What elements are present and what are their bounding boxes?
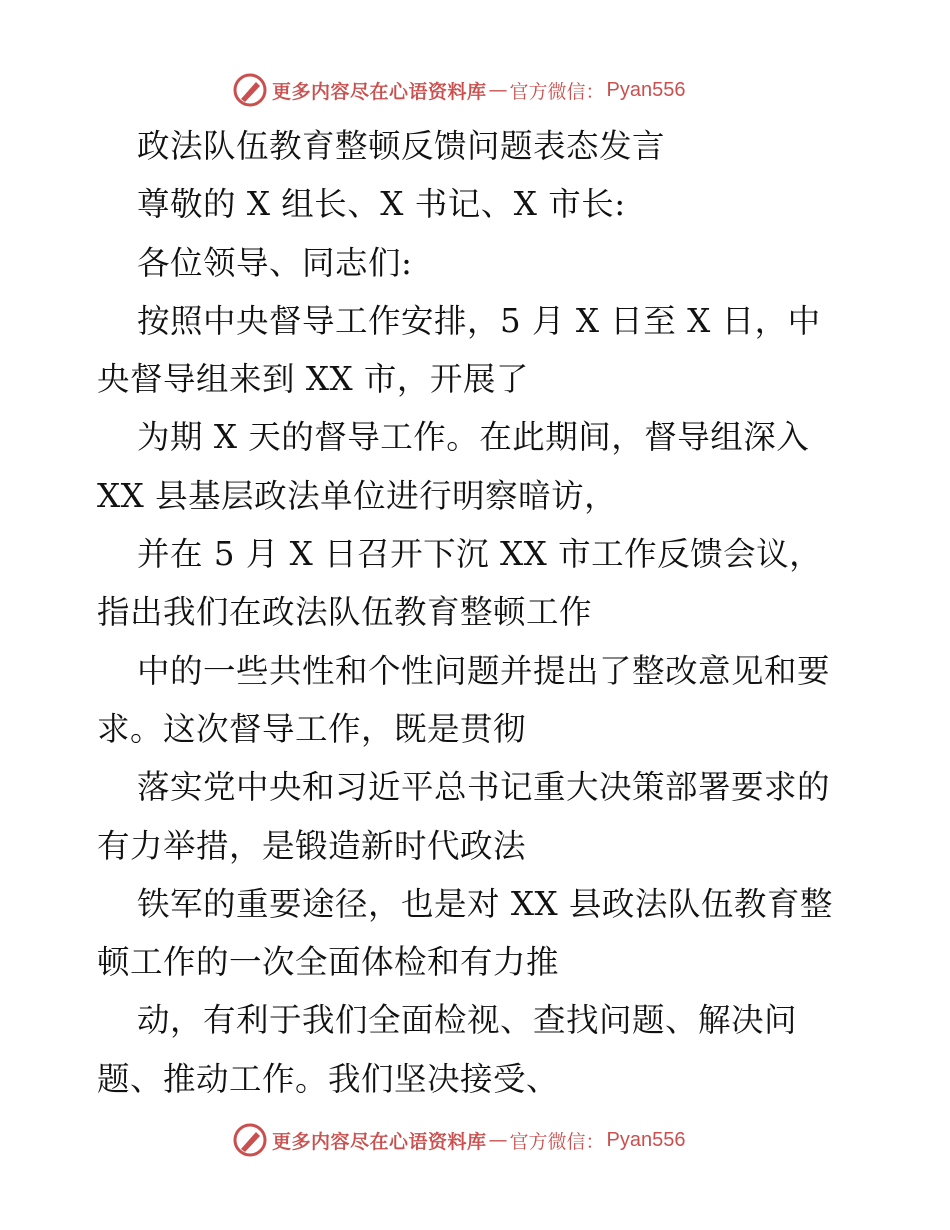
red-pen-circle-logo-icon: [232, 72, 268, 108]
header-slogan: 更多内容尽在心语资料库: [272, 80, 487, 103]
header-banner: [232, 70, 686, 110]
body-line: 央督导组来到 XX 市，开展了: [97, 360, 529, 399]
body-line: 动，有利于我们全面检视、查找问题、解决问: [137, 1001, 798, 1040]
footer-official-label: 官方微信：: [509, 1130, 605, 1153]
header-wechat-id: Pyan556: [606, 78, 686, 101]
footer-separator: —: [488, 1129, 508, 1151]
body-line: 铁军的重要途径，也是对 XX 县政法队伍教育整: [137, 884, 833, 923]
body-line: 求。这次督导工作，既是贯彻: [97, 709, 527, 748]
body-line: 题、推动工作。我们坚决接受、: [97, 1059, 560, 1098]
red-pen-circle-logo-icon: [232, 1122, 268, 1158]
header-official-label: 官方微信：: [509, 80, 605, 103]
footer-banner: [232, 1120, 686, 1160]
footer-slogan: 更多内容尽在心语资料库: [272, 1130, 487, 1153]
header-separator: —: [488, 79, 508, 101]
document-body: [97, 117, 857, 1108]
body-line: 为期 X 天的督导工作。在此期间，督导组深入: [137, 418, 810, 457]
body-line: 指出我们在政法队伍教育整顿工作: [97, 593, 593, 632]
body-line: 中的一些共性和个性问题并提出了整改意见和要: [137, 651, 831, 690]
salutation-line: 尊敬的 X 组长、X 书记、X 市长:: [137, 185, 626, 224]
body-line: 顿工作的一次全面体检和有力推: [97, 943, 560, 982]
body-line: 并在 5 月 X 日召开下沉 XX 市工作反馈会议，: [137, 535, 823, 574]
body-line: 落实党中央和习近平总书记重大决策部署要求的: [137, 768, 831, 807]
body-line: 有力举措，是锻造新时代政法: [97, 826, 527, 865]
salutation-line: 各位领导、同志们:: [137, 243, 413, 282]
body-line: XX 县基层政法单位进行明察暗访，: [97, 476, 618, 515]
document-title: 政法队伍教育整顿反馈问题表态发言: [137, 127, 666, 165]
footer-wechat-id: Pyan556: [606, 1128, 686, 1151]
body-line: 按照中央督导工作安排，5 月 X 日至 X 日，中: [137, 301, 821, 340]
